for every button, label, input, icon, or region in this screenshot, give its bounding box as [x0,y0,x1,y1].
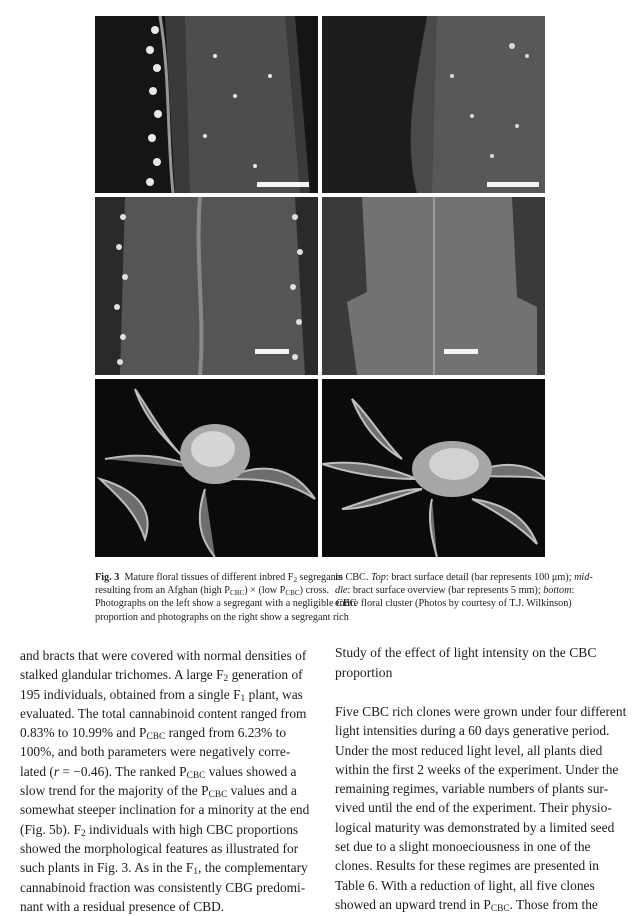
body-line: slow trend for the majority of the $P_{CBC}$ values and a [20,783,297,801]
heading-line: Study of the effect of light intensity on the CBC [335,645,597,660]
scale-bar [255,349,289,354]
body-line: set due to a slight monoeciousness in one of the [335,839,591,855]
figure-label: Fig. 3 [95,572,120,583]
scale-bar [487,182,539,187]
body-line: vived until the end of the experiment. Their physio- [335,800,612,816]
section-heading [335,643,615,683]
body-line: remaining regimes, variable numbers of plants sur- [335,781,609,797]
body-line: cannabinoid fraction was consistently CBG predomi- [20,879,306,895]
body-line: Table 6. With a reduction of light, all five clones [335,877,595,893]
body-line: 0.83% to 10.99% and $P_{CBC}$ ranged from 6.23% to [20,725,287,743]
body-line: showed the morphological features as illustrated for [20,840,299,856]
body-line: clones. Results for these regimes are presented in [335,858,600,874]
left-body-column [20,646,320,916]
body-line: within the first 2 weeks of the experiment. Under the [335,761,619,777]
photo-bract-detail-left [95,16,318,193]
scale-bar [257,182,309,187]
right-body-column [335,702,625,914]
photo-bract-overview-right [322,197,545,375]
body-line: Under the most reduced light level, all plants died [335,742,603,758]
body-line: somewhat steeper inclination for a minority at the end [20,802,310,818]
body-line: stalked glandular trichomes. A large $F_2$ generation of [20,667,303,685]
body-line: lated (r = −0.46). The ranked $P_{CBC}$ values showed a [20,763,297,781]
figure-caption-right: in CBC. Top: bract surface detail (bar represents 100 μm); mid- dle: bract surface overview (bar represents 5 mm); bottom: entire floral cluster (Photos by courtesy of T.J. Wilkinson) [335,572,593,610]
body-line: and bracts that were covered with normal densities of [20,648,307,663]
body-line: (Fig. 5b). $F_2$ individuals with high CBC proportions [20,821,299,839]
body-line: 195 individuals, obtained from a single $F_1$ plant, was [20,686,303,704]
photo-bract-detail-right [322,16,545,193]
photo-floral-cluster-right [322,379,545,557]
body-line: light intensities during a 60 days generative period. [335,723,610,739]
body-line: such plants in Fig. 3. As in the $F_1$, the complementary [20,860,308,878]
heading-line: proportion [335,665,393,680]
body-line: showed an upward trend in $P_{CBC}$. Those from the [335,896,598,914]
body-line: Five CBC rich clones were grown under four different [335,704,627,719]
body-line: 100%, and both parameters were negatively corre- [20,744,291,760]
scale-bar [444,349,478,354]
photo-bract-overview-left [95,197,318,375]
body-line: nant with a residual presence of CBD. [20,898,225,914]
figure-caption-left: Fig. 3 Mature floral tissues of different inbred $F_2$ segregants resulting from an Afghan (high $P_{CBC}) \times (low$ $P_{CBC}$) cross. Photographs on the left show a segregant with a negligible CBC proportion and photographs on the right show a segregant rich [95,572,357,623]
body-line: evaluated. The total cannabinoid content ranged from [20,705,307,721]
photo-floral-cluster-left [95,379,318,557]
body-line: logical maturity was demonstrated by a limited seed [335,819,615,835]
